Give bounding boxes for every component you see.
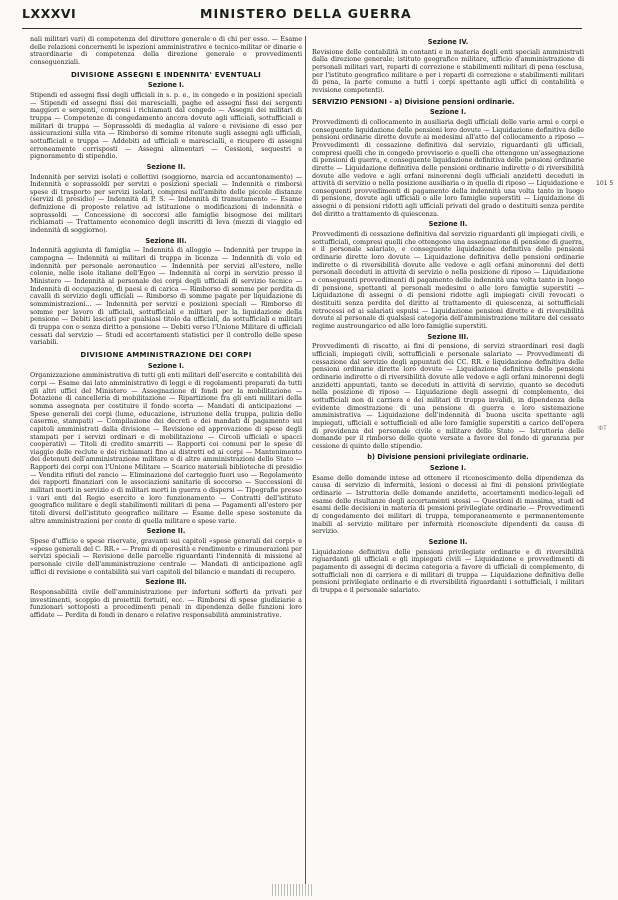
section-paragraph: Provvedimenti di cessazione definitiva dal servizio riguardanti gli impiegati civili, e sottufficiali, compresi quelli che ottengono una assegnazione di pensione di guerra, e il personale salariato, e conseguente liquidazione definitiva delle pensioni ordinarie dirette loro dovute — Liquidazione definitiva delle pensioni ordinarie indirette o di riversibilità dovute alle vedove e agli orfani minorenni del detti personali deceduti in attività di servizio o nella posizione di riposo — Liquidazione e conseguenti provvedimenti di pagamento delle indennità una volta tanto in luogo di pensione, spettanti al personali medesimi o alle loro famiglie superstiti — Liquidazione di assegni o di pensioni ridotte agli impiegati civili revocati o destituiti senza perdita del diritto al trattamento di quiescenza, ai sottufficiali retrocessi ed ai salariati espulsi — Liquidazione pensioni dirette e di riversibilità dovute al personale di qualsiasi categoria dell'amministrazione militare del cessato regime austroungarico ed alle loro famiglie superstiti. [312, 230, 584, 330]
section-title: Sezione IV. [427, 38, 469, 46]
section-paragraph: Stipendi ed assegni fissi degli ufficiali in s. p. e., in congedo e in posizioni speciali — Stipendi ed assegni fissi dei marescialli, paghe ed assegni fissi dei sergenti maggiori e sergenti, compresi i richiamati dal congedo — Assegni dei militari di truppa — Competenze di congedamento ancora dovute agli ufficiali, sottufficiali e militari di truppa — Soprassoldi di medaglia al valore e revisione di esso per assicurazioni sulla vita — Rimborso di somme ritenute sugli assegni agli ufficiali, sottufficiali e truppa — Addebiti ad ufficiali e marescialli, e ricupero di assegni erroneamente corrisposti — Assegni alimentari — Cessioni, sequestri e pignoramento di stipendio. [30, 90, 302, 161]
intro-paragraph: nali militari vari) di competenza del direttore generale o di chi per esso. — Esame delle relazioni concernenti le ispezioni amministrative e tecnico-militar or dinarie e straordinarie di competenza della direzione generale e provvedimenti conseguenziali. [30, 36, 302, 66]
section-paragraph: Organizzazione amministrativa di tutti gli enti militari dell'esercito e contabilità dei corpi — Esame dai lato amministrativo di leggi e di regolamenti preparati da tutti gli altri uffici del Ministero — Assegnazione di fondi per la mobilitazione — Dotazione di cancelleria di mobilitazione — Ripartizione fra gli enti militari della somma assegnata per costituire il fondo scorta — Mandati di anticipazione — Spese generali dei corpi (lume, educazione, istruzione della truppa, pulizia delle caserme, stampati) — Compilazione dei decreti e dei mandati di pagamento sui capitoli amministrati dalla divisione — Revisione ed approvazione di spese degli stampati per i servizi ordinari e di mobilitazione — Circoli ufficiali e spacci cooperativi — Titoli di credito smarriti — Rapporti coi comuni per le spese di viaggio delle reclute e dei richiamati fino ai distretti ed ai corpi — Mantenimento dei detenuti dell'amministrazione militare e di altre amministrazioni dello Stato — Rapporti dei corpi con l'Unione Militare — Scarico materiali biblioteche di presidio — Vendita rifiuti del rancio — Eliminazione del carteggio fuori uso — Regolamento dei rapporti finanziari con le associazioni sanitarie di soccorso — Successioni di militari morti in servizio e di militari morti in guerra o dispersi — Tipografie presso i vari enti del Regio esercito e loro funzionamento — Contratti dell'istituto geografico militare e degli stabilimenti militari di pena — Pagamenti all'estero per titoli diversi dell'istituto geografico militare — Esame delle spese sostenute da altre amministrazioni per conto di quella militare e spese varie. [30, 371, 302, 525]
section-paragraph: Esame delle domande intese ad ottenere il riconoscimento della dipendenza da causa di servizio di infermità, lesioni o decessi ai fini di pensioni privilegiate ordinarie — Istruttoria delle domande anzidette, accertamenti medico-legali ed esame delle risultanze degli accertamenti stessi — Questioni di massima, studi ed esami delle decisioni in materia di pensioni privilegiate ordinarie — Provvedimenti di congedamento dei militari di truppa, temporaneamente e permanentemente inabili al servizio militare per infermità riconosciute dipendenti da causa di servizio. [312, 473, 584, 536]
section-paragraph: Spese d'ufficio e spese riservate, gravanti sui capitoli «spese generali dei corpi» e «spese generali del C. RR.» — Premi di operosità e rendimento e rimunerazioni per servizi speciali — Revisione delle parcelle riguardanti l'indennità di missione al personale civile dell'amministrazione centrale — Mandati di anticipazione agli uffici di revisione e contabilità sui vari capitoli del bilancio e mandati di recupero. [30, 537, 302, 576]
division-heading: DIVISIONE AMMINISTRAZIONE DEI CORPI [80, 350, 252, 359]
column-divider [305, 36, 306, 884]
section-title: Sezione II. [146, 527, 186, 536]
section-paragraph: Provvedimenti di riscatto, ai fini di pensione, di servizi straordinari resi dagli ufficiali, impiegati civili, sottufficiali e personale salariato — Provvedimenti di cessazione dal servizio degli appuntati dei CC. RR. e liquidazione definitiva delle pensioni ordinarie dirette loro dovute — Liquidazione definitiva delle pensioni ordinarie indirette o di riversibilità dovute alle vedove e agli orfani minorenni degli anzidetti appuntati, tanto se deceduti in attività di servizio, quanto se deceduti nella posizione di riposo — Liquidazione degli assegni di complemento, dei sottufficiali non di carriera e dei militari di truppa invalidi, in dipendenza della evidente dimostrazione di una pensione di guerra e loro sistemazione amministrativa — Liquidazione dell'indennità di buona uscita spettante agli impiegati, ufficiali e sottufficiali ed alle loro famiglie superstiti a carico dell'opera di previdenza del personale civile e militare dello Stato — Istruttoria delle domande per il rimborso delle quote versate a favore del fondo di garanzia per cessione di quinto dello stipendio. [312, 342, 584, 450]
margin-note: ФT [598, 425, 607, 432]
section-title: Sezione III. [145, 236, 187, 245]
section-title: Sezione III. [427, 332, 469, 341]
binding-mark [272, 884, 312, 896]
section-title: Sezione III. [145, 578, 187, 587]
service-subtitle: a) Divisione pensioni ordinarie. [394, 97, 515, 106]
left-column [30, 36, 302, 884]
section-paragraph: Provvedimenti di collocamento in ausiliaria degli ufficiali delle varie armi e corpi e conseguente liquidazione delle pensioni loro dovute — Liquidazione definitiva delle pensioni ordinarie dirette dovute ai medesimi all'atto del collocamento a riposo — Provvedimenti di cessazione definitiva dal servizio, riguardanti gli ufficiali, compresi quelli che in congedo provvisorio e quelli che ottengono un'assegnazione di pensioni di guerra, e conseguente liquidazione definitiva delle pensioni ordinarie dirette — Liquidazione definitiva delle pensioni ordinarie indirette o di riversibilità dovute alle vedove e agli orfani minorenni degli ufficiali anzidetti deceduti in attività di servizio o nella posizione ausiliaria o in quella di riposo — Liquidazione e conseguenti provvedimenti di pagamento della indennità una volta tanto in luogo di pensione, dovute agli ufficiali o alle loro famiglie superstiti — Liquidazione di assegni o di pensioni ridotti agli ufficiali privati del grado o destituiti senza perdite del diritto a trattamento di quiescenza. [312, 117, 584, 218]
section-title: Sezione II. [428, 220, 468, 229]
section-title: Sezione I. [147, 81, 185, 90]
service-heading: SERVIZIO PENSIONI - a) Divisione pensioni ordinarie. [312, 97, 515, 106]
page-header [22, 6, 570, 28]
section-title: Sezione II. [146, 162, 186, 171]
division-heading: b) Divisione pensioni privilegiate ordinarie. [367, 453, 529, 462]
section-paragraph: Revisione delle contabilità in contanti e in materia degli enti speciali amministrati dalla direzione generale; istituto geografico militare, ufficio d'amministrazione di personali militari vari, reparti di correzione e stabilimenti militari di pena (esclusa, per l'istituto geografico militare e per i reparti di correzione e stabilimenti militari di pena, la parte comune a tutti i corpi spettante agli uffici di contabilità e revisione competenti). [312, 47, 584, 94]
section-title: Sezione II. [428, 538, 468, 547]
section-paragraph: Responsabilità civile dell'amministrazione per infortuni sofferti da privati per investimenti, scoppio di proiettili fortuiti, ecc. — Rimborsi di spese giudiziarie a funzionari sottoposti a procedimenti penali in dipendenza delle funzioni loro affidate — Perdita di fondi in denaro e relative responsabilità amministrative. [30, 587, 302, 619]
page-number: LXXXVI [22, 6, 77, 21]
right-column [312, 36, 584, 866]
section-paragraph: Indennità per servizi isolati e collettivi (soggiorno, marcia ed accantonamento) — Indennità e soprassoldi per servizi e posizioni speciali — Indennità e rimborsi spese di trasporto per servizi isolati, compresi nell'ambito delle piccole distanze (servizi di presidio) — Indennità di P. S. — Indennità di tramutamento — Esame definizione di proposte relative ad istituzione o modificazioni di indennità e soprassoldi — Concessione di soccorsi alle famiglie bisognose dei militari richiamati — Trattamento economico degli inscritti di leva (mezzi di viaggio ed indennità di soggiorno). [30, 172, 302, 235]
service-title: SERVIZIO PENSIONI [312, 97, 387, 106]
section-title: Sezione I. [429, 108, 467, 117]
running-title: MINISTERO DELLA GUERRA [200, 6, 412, 21]
section-title: Sezione I. [147, 361, 185, 370]
section-title: Sezione I. [429, 464, 467, 473]
section-paragraph: Indennità aggiunta di famiglia — Indennità di alloggio — Indennità per truppe in campagna — Indennità ai militari di truppa in licenza — Indennità di volo ed indennità per personale aeronautico — Indennità per servizi all'estero, nelle colonie, nelle isole italiane dell'Egeo — Indennità ai corpi in servizio presso il Ministero — Indennità al personale dei corpi degli ufficiali di servizio tecnico — Indennità di occupazione, di paesi e di carica — Rimborso di somme per perdita di cavalli di servizio degli ufficiali — Rimborso di somme pagate per liquidazione di somministrazioni... — Indennità per servizi e posizioni speciali — Rimborso di somme per lavoro di ufficiali, sottufficiali e militari per la liquidazione della pensione — Debiti lasciati per qualsiasi titolo da ufficiali, da sottufficiali e militari di truppa con o senza diritto a pensione — Debiti verso l'Unione Militare di ufficiali cessati dal servizio — Studi ed accertamenti statistici per il controllo delle spese variabili. [30, 246, 302, 347]
section-paragraph: Liquidazione definitiva delle pensioni privilegiate ordinarie e di riversibilità riguardanti gli ufficiali e gli impiegati civili — Liquidazione e provvedimenti di pagamento di assegni di decima categoria a favore di ufficiali di complemento, di sottufficiali non di carriera e di militari di truppa — Liquidazione definitiva delle pensioni privilegiate ordinarie e di riversibilità riguardanti i sottufficiali, i militari di truppa e il personale salariato. [312, 547, 584, 594]
division-heading: DIVISIONE ASSEGNI E INDENNITA' EVENTUALI [70, 70, 262, 79]
margin-note: 101 5 [596, 180, 614, 187]
header-rule [22, 28, 582, 29]
